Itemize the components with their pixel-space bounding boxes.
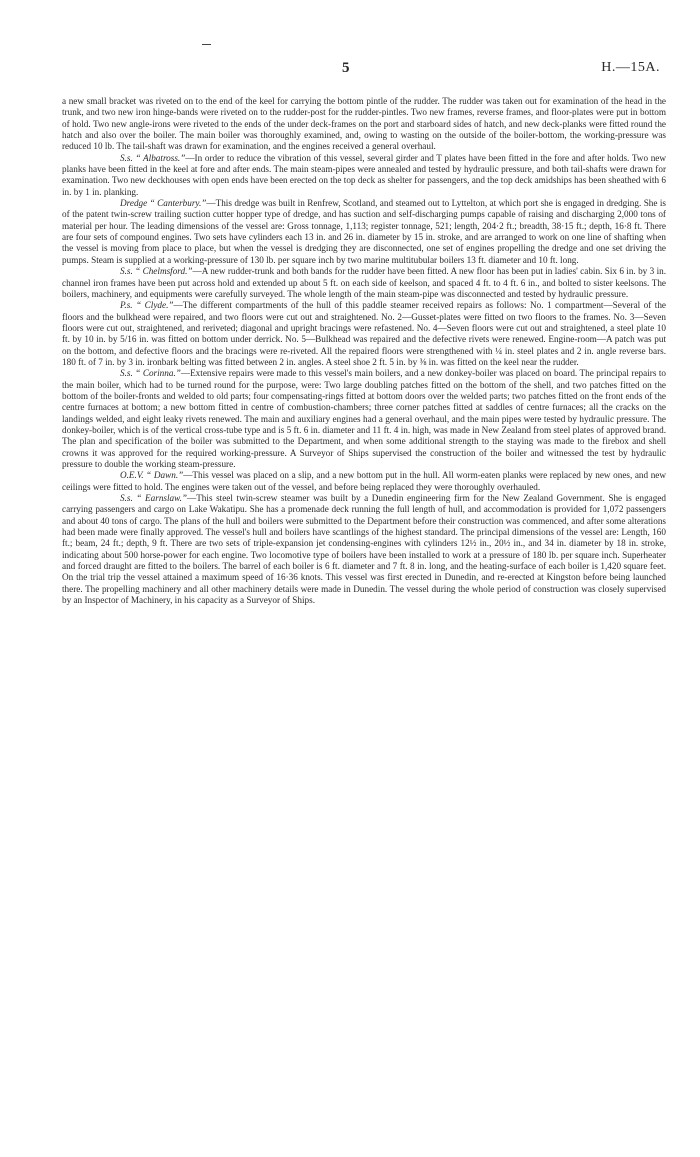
page-body bbox=[62, 96, 666, 606]
vessel-type: S.s. bbox=[120, 493, 133, 504]
page-edge-mark bbox=[202, 44, 211, 45]
paragraph-text: —The different compartments of the hull of this paddle steamer received repairs as follows: No. 1 compartment—Several of the floors and the bulkhead were repaired, and two floors were cut out and straightened. No. 2—Gusset-plates were fitted on two floors to the frames. No. 3—Seven floors were cut out, straightened, and reriveted; diagonal and upright bracings were refastened. No. 4—Seven floors were cut out and straightened, a steel plate 10 ft. by 10 in. by 5/16 in. was fitted on bottom under derrick. No. 5—Bulkhead was repaired and the defective rivets were renewed. Engine-room—A patch was put on the bottom, and defective floors and the bracings were re-riveted. All the repaired floors were strengthened with ¼ in. steel plates and 2 in. angle reverse bars. 180 ft. of 7 in. by 3 in. ironbark belting was fitted between 2 in. angles. A steel shoe 2 ft. 5 in. by ⅜ in. was fitted on the keel near the rudder. bbox=[62, 300, 667, 367]
vessel-name: “ Chelmsford.” bbox=[135, 266, 193, 277]
page-header bbox=[0, 60, 700, 80]
paragraph-text: —This vessel was placed on a slip, and a new bottom put in the hull. All worm-eaten planks were replaced by new ones, and new ceilings were fitted to hold. The engines were taken out of the vessel, and before being replaced they were thoroughly overhauled. bbox=[62, 470, 667, 492]
paragraph-text: —A new rudder-trunk and both bands for the rudder have been fitted. A new floor has been put in ladies' cabin. Six 6 in. by 3 in. channel iron frames have been put across hold and extended up about 5 ft. on each side of keelson, and spaced 4 ft. to 4 ft. 6 in., and bolted to sister keelsons. The boilers, machinery, and equipments were carefully surveyed. The whole length of the main steam-pipe was disconnected and tested by hydraulic pressure. bbox=[62, 266, 667, 299]
vessel-type: S.s. bbox=[120, 152, 133, 163]
paragraph-text: —This steel twin-screw steamer was built by a Dunedin engineering firm for the New Zealand Government. She is engaged carrying passengers and cargo on Lake Wakatipu. She has a promenade deck running the full length of hull, and accommodation is provided for 1,072 passengers and about 40 tons of cargo. The plans of the hull and boilers were submitted to the Department before their construction was commenced, and after some alterations had been made were finally approved. The vessel's hull and boilers have scantlings of the highest standard. The principal dimensions of the vessel are: Length, 160 ft.; beam, 24 ft.; depth, 9 ft. There are two sets of triple-expansion jet condensing-engines with cylinders 12½ in., 20½ in., and 34 in. diameter by 18 in. stroke, indicating about 500 horse-power for each engine. Two locomotive type of boilers have been installed to work at a pressure of 180 lb. per square inch. Superheater and forced draught are fitted to the boilers. The barrel of each boiler is 6 ft. diameter and 7 ft. 8 in. long, and the heating-surface of each boiler is 1,420 square feet. On the trial trip the vessel attained a maximum speed of 16·36 knots. This vessel was first erected in Dunedin, and re-erected at Kingston before being launched there. The propelling machinery and all other machinery details were made in Dunedin. The vessel during the whole period of construction was closely supervised by an Inspector of Machinery, in his capacity as a Surveyor of Ships. bbox=[62, 493, 667, 606]
vessel-name: “ Earnslaw.” bbox=[136, 493, 187, 504]
paragraph-chelmsford bbox=[62, 266, 666, 300]
vessel-name: “ Corinna.” bbox=[135, 368, 181, 379]
paragraph-corinna bbox=[62, 368, 666, 470]
paragraph-text: —This dredge was built in Renfrew, Scotland, and steamed out to Lyttelton, at which port she is engaged in dredging. She is of the patent twin-screw trailing suction cutter hopper type of dredge, and has suction and self-discharging pumps capable of raising and discharging 2,000 tons of material per hour. The leading dimensions of the vessel are: Gross tonnage, 1,113; register tonnage, 521; length, 204·2 ft.; breadth, 38·15 ft.; depth, 16·8 ft. There are four sets of compound engines. Two sets have cylinders each 13 in. and 26 in. diameter by 15 in. stroke, and are arranged to work on one line of shafting when the vessel is moving from place to place, but when the vessel is dredging they are disconnected, one set of engines propelling the dredge and one set driving the pumps. Steam is supplied at a working-pressure of 130 lb. per square inch by two marine multitubular boilers 13 ft. diameter and 10 ft. long. bbox=[62, 198, 667, 265]
page-number: 5 bbox=[342, 60, 350, 76]
vessel-type: P.s. bbox=[120, 300, 133, 311]
paragraph-albatross bbox=[62, 153, 666, 198]
vessel-type: Dredge bbox=[120, 198, 148, 209]
paragraph-continuation bbox=[62, 96, 666, 153]
vessel-name: “ Clyde.” bbox=[136, 300, 174, 311]
paragraph-clyde bbox=[62, 300, 666, 368]
paragraph-text: —Extensive repairs were made to this vessel's main boilers, and a new donkey-boiler was placed on board. The principal repairs to the main boiler, which had to be turned round for the purpose, were: Two large doubling patches fitted on the bottom of the shell, and two patches fitted on the bottom of the boiler-fronts and welded to old parts; four compensating-rings fitted at bottom doors over the welded parts; two patches fitted on the front ends of the centre furnaces at bottom; a new bottom fitted in centre of combustion-chambers; three corner patches fitted at saddles of centre furnaces; all the cracks on the landings welded, and eight leaky rivets renewed. The main and auxiliary engines had a general overhaul, and the main pipes were tested by hydraulic pressure. The donkey-boiler, which is of the vertical cross-tube type and is 5 ft. 6 in. diameter and 11 ft. 4 in. high, was made in New Zealand from steel plates of approved brand. The plan and specification of the boiler was submitted to the Department, and when some additional strength to the staying was made to the firebox and shell crowns it was approved for the required working-pressure. A Surveyor of Ships supervised the construction of the boiler and witnessed the test by hydraulic pressure to double the working steam-pressure. bbox=[62, 368, 667, 469]
document-reference: H.—15A. bbox=[601, 60, 660, 75]
paragraph-dawn bbox=[62, 470, 666, 493]
paragraph-canterbury bbox=[62, 198, 666, 266]
paragraph-earnslaw bbox=[62, 493, 666, 606]
paragraph-text: —In order to reduce the vibration of this vessel, several girder and T plates have been fitted in the fore and after holds. Two new planks have been fitted in the keel at fore and after ends. The main steam-pipes were annealed and tested by hydraulic pressure, and both tail-shafts were drawn for examination. Two new deckhouses with open ends have been erected on the top deck as shelter for passengers, and the top deck amidships has been sheathed with 6 in. by 1 in. planking. bbox=[62, 152, 667, 197]
paragraph-text: a new small bracket was riveted on to the end of the keel for carrying the bottom pintle of the rudder. The rudder was taken out for examination of the head in the trunk, and two new iron hinge-bands were riveted on to the rudder-post for the rudder-pintles. Two new frames, reverse frames, and floor-plates were put in bottom of hold. Two new angle-irons were riveted to the ends of the under deck-frames on the port and starboard sides of hatch, and new deck-planks were fitted round the hatch and also over the boiler. The main boiler was thoroughly examined, and, owing to wasting on the outside of the boiler-bottom, the working-pressure was reduced 10 lb. The tail-shaft was drawn for examination, and the engines received a general overhaul. bbox=[62, 96, 666, 152]
vessel-type: S.s. bbox=[120, 368, 133, 379]
vessel-type: O.E.V. bbox=[120, 470, 144, 481]
vessel-type: S.s. bbox=[120, 266, 133, 277]
vessel-name: “ Albatross.” bbox=[135, 152, 186, 163]
vessel-name: “ Dawn.” bbox=[146, 470, 184, 481]
vessel-name: “ Canterbury.” bbox=[149, 198, 207, 209]
